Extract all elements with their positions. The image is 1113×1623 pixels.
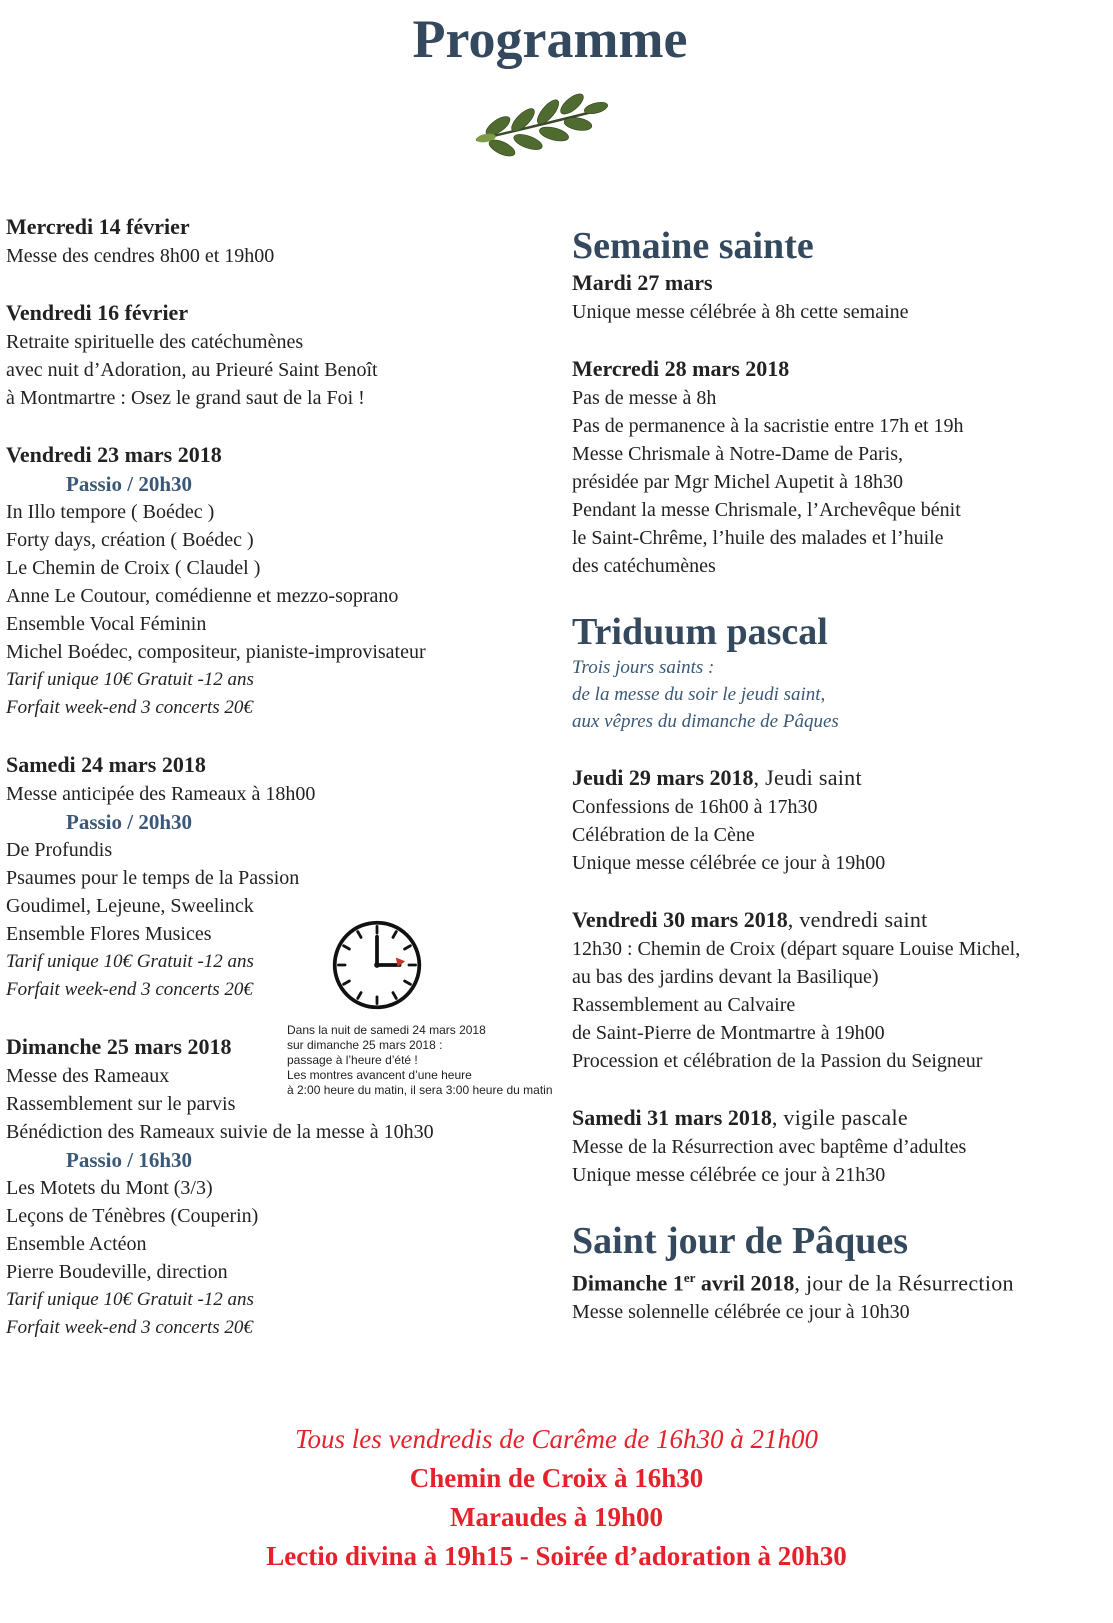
event-line: Unique messe célébrée à 8h cette semaine: [572, 301, 909, 323]
event-date-text: avril 2018: [695, 1270, 795, 1296]
event-line: 12h30 : Chemin de Croix (départ square Louise Michel,: [572, 938, 1021, 960]
event-line: Retraite spirituelle des catéchumènes: [6, 331, 304, 353]
tarif-line: Forfait week-end 3 concerts 20€: [6, 1317, 253, 1338]
event-line: Messe des cendres 8h00 et 19h00: [6, 245, 275, 267]
section-title-saint-jour-de-paques: Saint jour de Pâques: [572, 1220, 909, 1262]
footer-line: Tous les vendredis de Carême de 16h30 à 21h00: [295, 1424, 818, 1454]
left-column: [6, 212, 546, 1370]
footer-line: Chemin de Croix à 16h30: [409, 1463, 704, 1493]
event-date: [572, 763, 1092, 793]
section-title-triduum-pascal: Triduum pascal: [572, 611, 828, 653]
event-block: [572, 763, 1092, 877]
tarif-line: Forfait week-end 3 concerts 20€: [6, 979, 253, 1000]
tarif-line: Tarif unique 10€ Gratuit -12 ans: [6, 951, 254, 972]
passio-heading: Passio / 16h30: [66, 1148, 193, 1172]
event-block: [6, 298, 546, 412]
footer-line: Lectio divina à 19h15 - Soirée d’adoration à 20h30: [266, 1541, 847, 1571]
clock-icon: [330, 918, 424, 1012]
subtitle-line: Trois jours saints :: [572, 657, 715, 678]
event-line: présidée par Mgr Michel Aupetit à 18h30: [572, 471, 904, 493]
tarif-line: Tarif unique 10€ Gratuit -12 ans: [6, 1289, 254, 1310]
clock-note-line: sur dimanche 25 mars 2018 :: [287, 1038, 443, 1052]
event-line: au bas des jardins devant la Basilique): [572, 966, 879, 988]
event-date-suffix: , Jeudi saint: [753, 765, 862, 790]
event-date: Mardi 27 mars: [572, 270, 713, 295]
event-line: Unique messe célébrée ce jour à 21h30: [572, 1164, 886, 1186]
event-line: Forty days, création ( Boédec ): [6, 529, 254, 551]
event-date: Mercredi 28 mars 2018: [572, 356, 790, 381]
event-line: Les Motets du Mont (3/3): [6, 1177, 213, 1199]
event-block: [6, 440, 546, 722]
event-line: Confessions de 16h00 à 17h30: [572, 796, 818, 818]
event-line: Messe solennelle célébrée ce jour à 10h30: [572, 1301, 910, 1324]
event-block: [6, 750, 546, 1004]
event-line: Célébration de la Cène: [572, 824, 755, 846]
event-line: Messe de la Résurrection avec baptême d’adultes: [572, 1136, 967, 1158]
event-line: de Saint-Pierre de Montmartre à 19h00: [572, 1022, 885, 1044]
event-line: avec nuit d’Adoration, au Prieuré Saint Benoît: [6, 359, 378, 381]
event-line: De Profundis: [6, 839, 113, 861]
event-date: Samedi 24 mars 2018: [6, 752, 206, 777]
event-line: Goudimel, Lejeune, Sweelinck: [6, 895, 254, 917]
event-line: Ensemble Vocal Féminin: [6, 613, 207, 635]
section-title-semaine-sainte: Semaine sainte: [572, 225, 814, 267]
event-date: Vendredi 16 février: [6, 300, 189, 325]
subtitle-line: de la messe du soir le jeudi saint,: [572, 684, 826, 705]
event-line: Pas de messe à 8h: [572, 387, 717, 409]
event-line: Pendant la messe Chrismale, l’Archevêque bénit: [572, 499, 961, 521]
event-line: le Saint-Chrême, l’huile des malades et l’huile: [572, 527, 944, 549]
clock-note-line: à 2:00 heure du matin, il sera 3:00 heure du matin: [287, 1083, 553, 1097]
event-date: [572, 905, 1092, 935]
event-line: Pierre Boudeville, direction: [6, 1261, 228, 1283]
event-line: à Montmartre : Osez le grand saut de la Foi !: [6, 387, 365, 409]
event-line: Messe Chrismale à Notre-Dame de Paris,: [572, 443, 904, 465]
event-line: Anne Le Coutour, comédienne et mezzo-soprano: [6, 585, 399, 607]
event-line: Leçons de Ténèbres (Couperin): [6, 1205, 259, 1227]
event-line: Procession et célébration de la Passion du Seigneur: [572, 1050, 983, 1072]
right-column: [572, 224, 1092, 1354]
event-date: Dimanche 25 mars 2018: [6, 1034, 232, 1059]
event-line: Rassemblement au Calvaire: [572, 994, 796, 1016]
event-date: Vendredi 23 mars 2018: [6, 442, 222, 467]
event-line: Michel Boédec, compositeur, pianiste-improvisateur: [6, 641, 426, 663]
event-date-text: Samedi 31 mars 2018: [572, 1105, 772, 1130]
passio-heading: Passio / 20h30: [66, 810, 193, 834]
subtitle-line: aux vêpres du dimanche de Pâques: [572, 711, 839, 732]
clock-note-line: Dans la nuit de samedi 24 mars 2018: [287, 1023, 486, 1037]
event-date: Mercredi 14 février: [6, 214, 190, 239]
event-line: Psaumes pour le temps de la Passion: [6, 867, 300, 889]
event-block: [572, 1103, 1092, 1189]
event-line: Messe des Rameaux: [6, 1065, 170, 1087]
clock-note-line: Les montres avancent d’une heure: [287, 1068, 472, 1082]
event-block: [572, 268, 1092, 326]
tarif-line: Tarif unique 10€ Gratuit -12 ans: [6, 669, 254, 690]
event-line: Messe anticipée des Rameaux à 18h00: [6, 783, 316, 805]
event-date-text: Vendredi 30 mars 2018: [572, 907, 788, 932]
event-line: Pas de permanence à la sacristie entre 17h et 19h: [572, 415, 964, 437]
event-date-suffix: , jour de la Résurrection: [794, 1270, 1014, 1296]
clock-note-line: passage à l’heure d’été !: [287, 1053, 418, 1067]
passio-heading: Passio / 20h30: [66, 472, 193, 496]
olive-branch-icon: [468, 88, 608, 168]
event-date-text: Jeudi 29 mars 2018: [572, 765, 754, 790]
event-block: [572, 1263, 1092, 1326]
event-line: In Illo tempore ( Boédec ): [6, 501, 215, 523]
event-date-sup: er: [683, 1270, 696, 1285]
clock-note: [287, 1023, 553, 1098]
event-line: Le Chemin de Croix ( Claudel ): [6, 557, 261, 579]
footer-notice: [0, 1420, 1113, 1576]
page-title: Programme: [412, 9, 688, 69]
event-line: Ensemble Flores Musices: [6, 923, 212, 945]
event-line: des catéchumènes: [572, 555, 716, 577]
event-date-suffix: , vigile pascale: [771, 1105, 908, 1130]
event-line: Rassemblement sur le parvis: [6, 1093, 236, 1115]
event-block: [572, 905, 1092, 1075]
event-date-suffix: , vendredi saint: [787, 907, 928, 932]
event-date: [572, 1103, 1092, 1133]
event-block: [6, 212, 546, 270]
triduum-subtitle: [572, 654, 1092, 735]
event-date: [572, 1263, 1092, 1298]
event-line: Ensemble Actéon: [6, 1233, 147, 1255]
footer-line: Maraudes à 19h00: [449, 1502, 663, 1532]
event-line: Unique messe célébrée ce jour à 19h00: [572, 852, 886, 874]
event-line: Bénédiction des Rameaux suivie de la messe à 10h30: [6, 1121, 434, 1143]
tarif-line: Forfait week-end 3 concerts 20€: [6, 697, 253, 718]
event-block: [572, 354, 1092, 580]
event-date-text: Dimanche 1: [572, 1270, 684, 1296]
